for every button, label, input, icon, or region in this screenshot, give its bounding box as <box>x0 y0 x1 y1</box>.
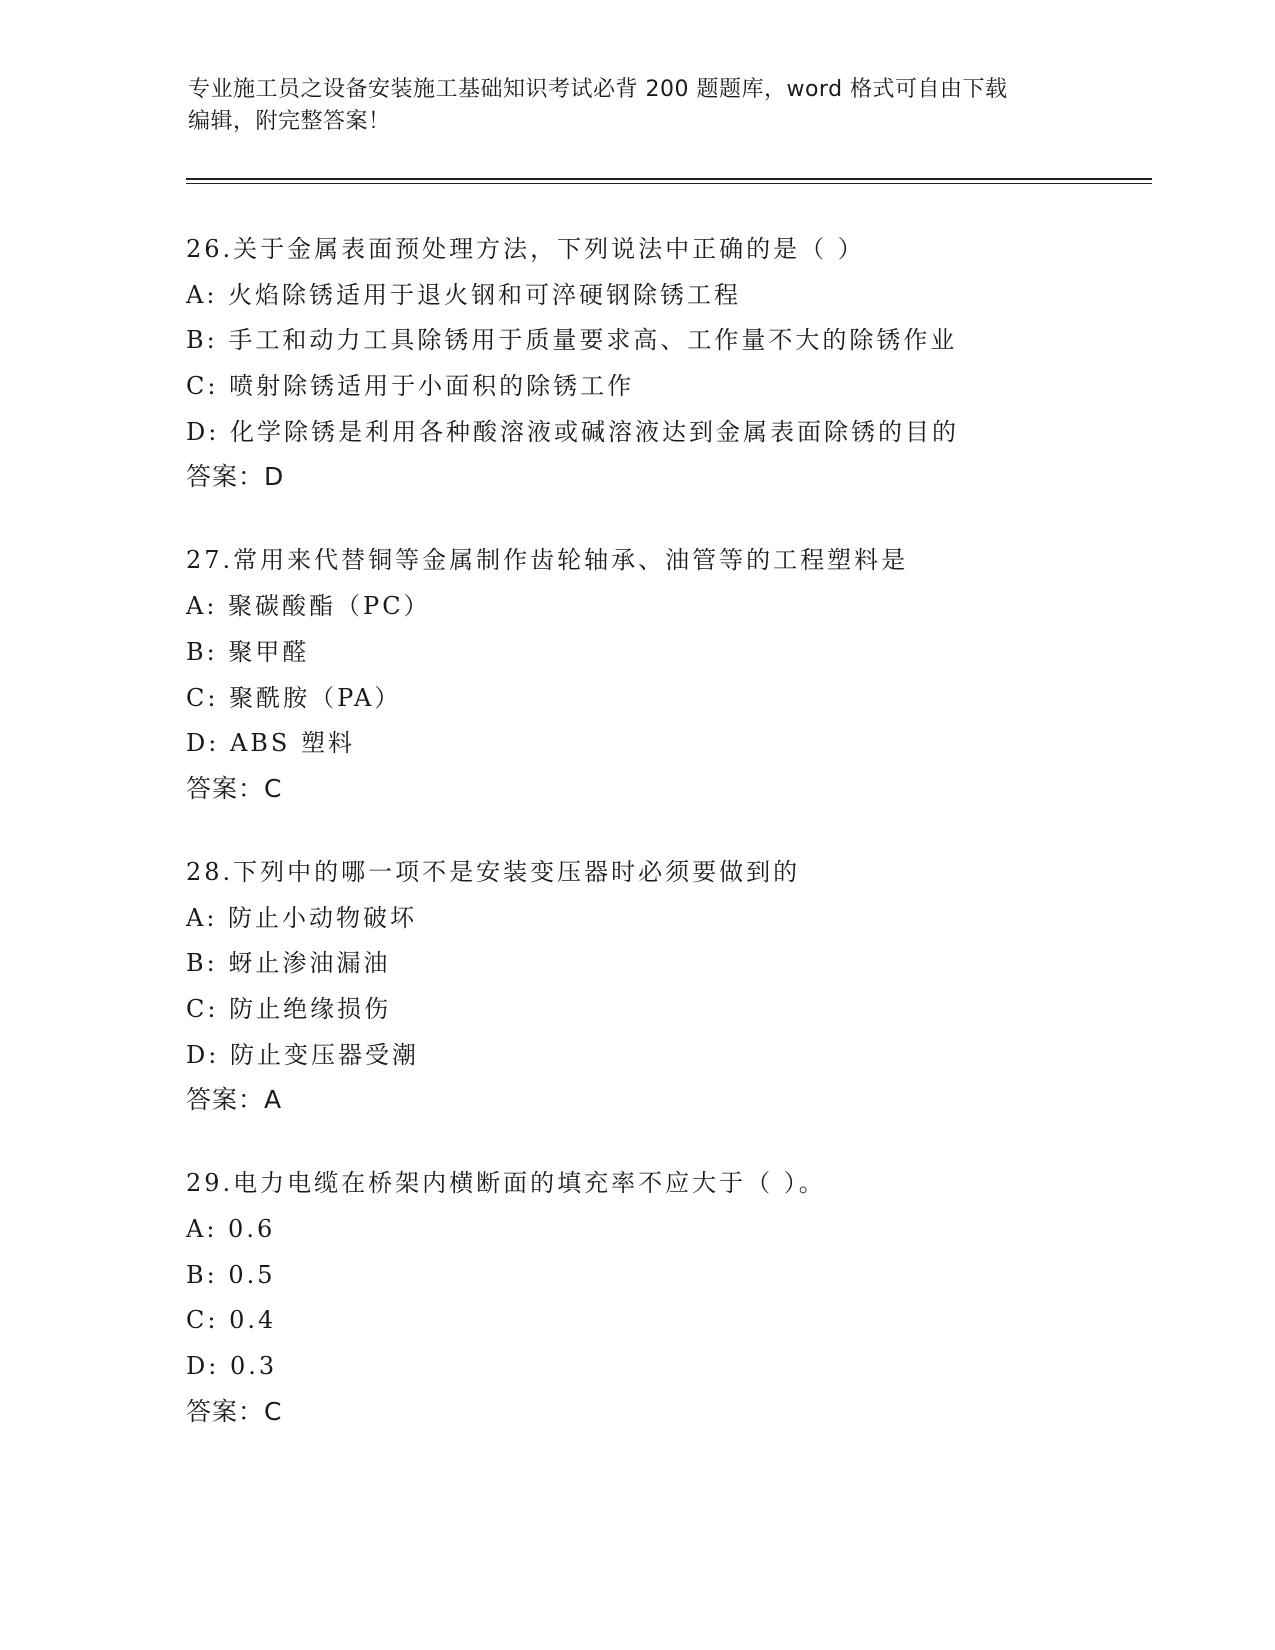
option-a: A: 0.6 <box>186 1215 276 1243</box>
option-b: B: 手工和动力工具除锈用于质量要求高、工作量不大的除锈作业 <box>186 326 958 355</box>
answer-line: 答案：C <box>186 1396 283 1426</box>
option-c: C: 防止绝缘损伤 <box>186 994 392 1023</box>
header-divider-thick <box>186 178 1152 180</box>
option-a: A: 火焰除锈适用于退火钢和可淬硬钢除锈工程 <box>186 280 742 309</box>
option-b: B: 0.5 <box>186 1260 276 1289</box>
header-line-1: 专业施工员之设备安装施工基础知识考试必背 200 题题库，word 格式可自由下载 <box>188 77 1008 102</box>
header-divider-thin <box>186 183 1152 184</box>
option-d: D: ABS 塑料 <box>186 729 355 758</box>
option-b: B: 蚜止渗油漏油 <box>186 949 391 978</box>
question-29 <box>186 1168 1146 1426</box>
question-stem: 26.关于金属表面预处理方法，下列说法中正确的是（ ） <box>186 235 865 263</box>
question-list <box>186 234 1146 1480</box>
question-26 <box>186 234 1146 492</box>
answer-line: 答案：C <box>186 773 283 803</box>
answer-line: 答案：D <box>186 462 285 492</box>
question-28 <box>186 857 1146 1115</box>
document-header <box>188 74 1088 138</box>
option-b: B: 聚甲醛 <box>186 637 310 666</box>
question-27 <box>186 545 1146 803</box>
option-c: C: 喷射除锈适用于小面积的除锈工作 <box>186 372 635 401</box>
question-stem: 27.常用来代替铜等金属制作齿轮轴承、油管等的工程塑料是 <box>186 546 909 575</box>
answer-line: 答案：A <box>186 1085 283 1115</box>
option-d: D: 化学除锈是利用各种酸溶液或碱溶液达到金属表面除锈的目的 <box>186 417 959 446</box>
option-c: C: 聚酰胺（PA） <box>186 683 402 712</box>
header-line-2: 编辑，附完整答案！ <box>188 109 391 134</box>
option-c: C: 0.4 <box>186 1306 277 1335</box>
question-stem: 28.下列中的哪一项不是安装变压器时必须要做到的 <box>186 857 801 886</box>
question-stem: 29.电力电缆在桥架内横断面的填充率不应大于（ ）。 <box>186 1169 826 1198</box>
option-a: A: 防止小动物破坏 <box>186 903 418 932</box>
option-a: A: 聚碳酸酯（PC） <box>186 592 431 621</box>
option-d: D: 防止变压器受潮 <box>186 1040 419 1069</box>
option-d: D: 0.3 <box>186 1352 278 1381</box>
